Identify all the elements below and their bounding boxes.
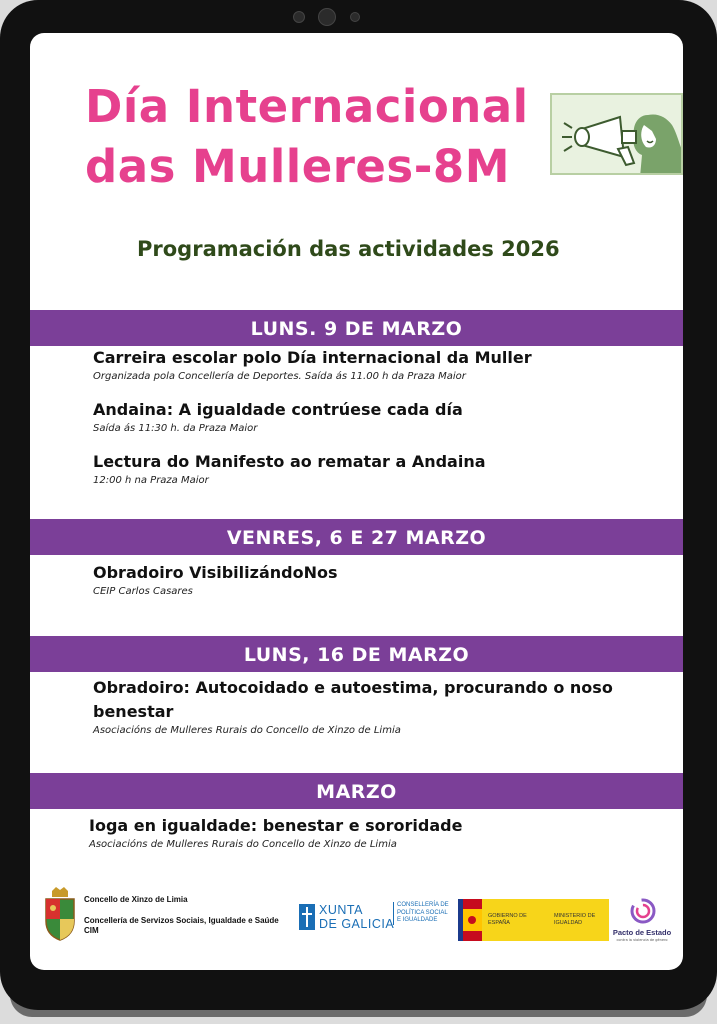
ministerio-label: MINISTERIO DE IGUALDAD xyxy=(554,913,596,926)
date-band-6-27-marzo: VENRES, 6 E 27 MARZO xyxy=(30,519,683,555)
event-note: 12:00 h na Praza Maior xyxy=(93,475,209,486)
pacto-circle-icon xyxy=(629,897,657,925)
event-title: Andaina: A igualdade contrúese cada día xyxy=(93,400,463,419)
event-visibilizandonos xyxy=(93,561,337,599)
event-note: Organizada pola Concellería de Deportes. Saída ás 11.00 h da Praza Maior xyxy=(93,371,466,382)
sponsor-footer xyxy=(30,879,683,949)
event-title: Obradoiro VisibilizándoNos xyxy=(93,563,338,582)
camera-lens xyxy=(318,8,336,26)
title-line-1: Día Internacional xyxy=(85,80,529,133)
date-band-9-marzo: LUNS. 9 DE MARZO xyxy=(30,310,683,346)
event-carreira xyxy=(93,346,532,384)
concello-name: Concello de Xinzo de Limia xyxy=(84,895,188,904)
date-band-16-marzo: LUNS, 16 DE MARZO xyxy=(30,636,683,672)
xunta-department xyxy=(393,902,461,925)
xunta-logo xyxy=(297,902,457,932)
event-note: Saída ás 11:30 h. da Praza Maior xyxy=(93,423,258,434)
event-note: Asociacións de Mulleres Rurais do Concello de Xinzo de Limia xyxy=(89,839,397,850)
pacto-estado-logo xyxy=(612,897,672,945)
cim-label: CIM xyxy=(84,926,99,935)
gobierno-label: GOBIERNO DE ESPAÑA xyxy=(488,913,527,926)
event-note: CEIP Carlos Casares xyxy=(93,586,193,597)
xunta-dept-line-1: CONSELLERÍA DE xyxy=(397,902,449,908)
event-title: Carreira escolar polo Día internacional da Muller xyxy=(93,348,532,367)
event-note: Asociacións de Mulleres Rurais do Concello de Xinzo de Limia xyxy=(93,725,401,736)
xunta-line-2: DE GALICIA xyxy=(319,917,395,931)
poster-screen xyxy=(30,33,683,970)
xunta-line-1: XUNTA xyxy=(319,903,363,917)
event-andaina xyxy=(93,398,463,436)
coat-of-arms-icon xyxy=(42,885,78,941)
date-band-marzo: MARZO xyxy=(30,773,683,809)
xunta-dept-line-2: POLÍTICA SOCIAL xyxy=(397,909,448,916)
gobierno-espana-logo xyxy=(458,899,609,941)
megaphone-woman-illustration-icon xyxy=(550,93,683,175)
xunta-cross-icon xyxy=(299,904,315,930)
concelleria-name: Concellería de Servizos Sociais, Igualdade e Saúde xyxy=(84,916,279,925)
xunta-dept-line-3: E IGUALDADE xyxy=(397,917,438,923)
title-line-2: das Mulleres-8M xyxy=(85,140,510,193)
poster-title xyxy=(85,77,529,197)
program-subtitle: Programación das actividades 2026 xyxy=(137,237,560,261)
event-title: Ioga en igualdade: benestar e sororidade xyxy=(89,816,463,835)
event-autocoidado xyxy=(93,676,613,738)
spain-flag-icon xyxy=(458,899,482,941)
event-title: Lectura do Manifesto ao rematar a Andaina xyxy=(93,452,486,471)
pacto-sub-label: contra la violencia de género xyxy=(616,938,668,942)
camera-dot-right xyxy=(350,12,360,22)
event-ioga xyxy=(89,814,462,852)
xunta-wordmark xyxy=(319,903,394,931)
event-manifesto xyxy=(93,450,486,488)
pacto-label: Pacto de Estado xyxy=(612,928,672,937)
event-title: Obradoiro: Autocoidado e autoestima, procurando o noso benestar xyxy=(93,678,613,721)
camera-dot-left xyxy=(293,11,305,23)
